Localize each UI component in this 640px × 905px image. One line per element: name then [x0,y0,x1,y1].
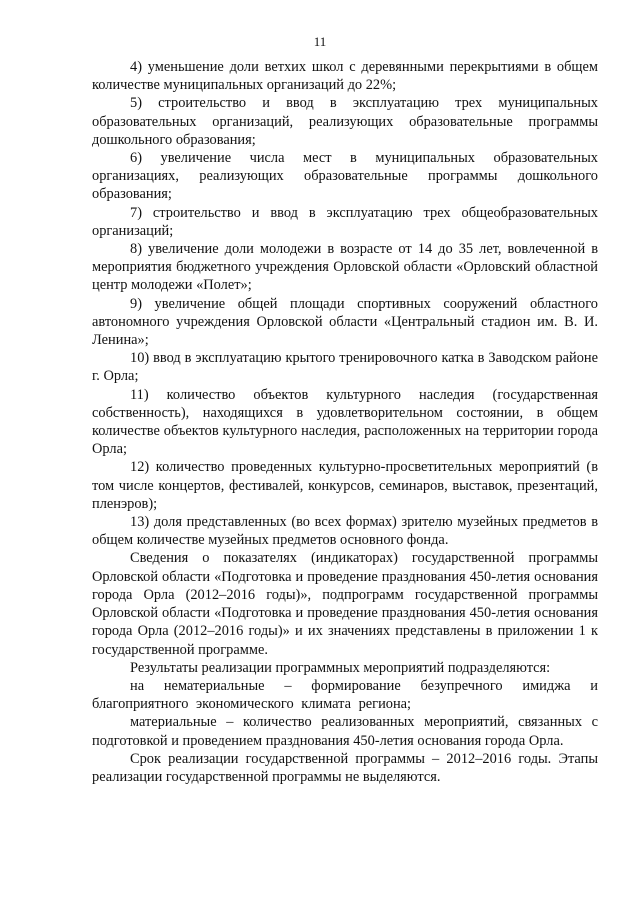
paragraph-item-13: 13) доля представленных (во всех формах) зрителю музейных предметов в общем количестве музейных предметов основного фонда. [92,514,598,549]
paragraph-results-intro: Результаты реализации программных мероприятий подразделяются: [130,659,551,676]
paragraph-item-11: 11) количество объектов культурного наследия (государственная собственность), находящихся в удовлетворительном состоянии, в общем количестве объектов культурного наследия, расположенных на территории города Орла; [92,386,598,458]
paragraph-item-7: 7) строительство и ввод в эксплуатацию трех общеобразовательных организаций; [92,204,598,239]
paragraph-item-5: 5) строительство и ввод в эксплуатацию трех муниципальных образовательных организаций, реализующих образовательные программы дошкольного образования; [92,95,598,148]
paragraph-item-8: 8) увеличение доли молодежи в возрасте от 14 до 35 лет, вовлеченной в мероприятия бюджетного учреждения Орловской области «Орловский областной центр молодежи «Полет»; [92,241,598,294]
paragraph-results-intangible: на нематериальные – формирование безупречного имиджа и благоприятного экономического климата региона; [92,677,598,713]
paragraph-item-4: 4) уменьшение доли ветхих школ с деревянными перекрытиями в общем количестве муниципальных организаций до 22%; [92,59,598,94]
body-text [92,58,598,786]
paragraph-item-12: 12) количество проведенных культурно-просветительных мероприятий (в том числе концертов, фестивалей, конкурсов, семинаров, выставок, презентаций, пленэров); [92,459,598,512]
paragraph-results-material: материальные – количество реализованных мероприятий, связанных с подготовкой и проведением празднования 450-летия основания города Орла. [92,714,598,749]
paragraph-program-term: Срок реализации государственной программы – 2012–2016 годы. Этапы реализации государственной программы не выделяются. [92,750,598,785]
paragraph-item-6: 6) увеличение числа мест в муниципальных образовательных организациях, реализующих образовательные программы дошкольного образования; [92,150,598,203]
page-number: 11 [313,34,327,49]
paragraph-indicators-info: Сведения о показателях (индикаторах) государственной программы Орловской области «Подготовка и проведение празднования 450-летия основания города Орла (2012–2016 годы)», подпрограмм государственной программы Орловской области «Подготовка и проведение празднования 450-летия основания города Орла (2012–2016 годы)» и их значениях представлены в приложении 1 к государственной программе. [92,550,598,658]
paragraph-item-9: 9) увеличение общей площади спортивных сооружений областного автономного учреждения Орловской области «Центральный стадион им. В. И. Ленина»; [92,295,598,349]
paragraph-item-10: 10) ввод в эксплуатацию крытого тренировочного катка в Заводском районе г. Орла; [92,350,598,385]
